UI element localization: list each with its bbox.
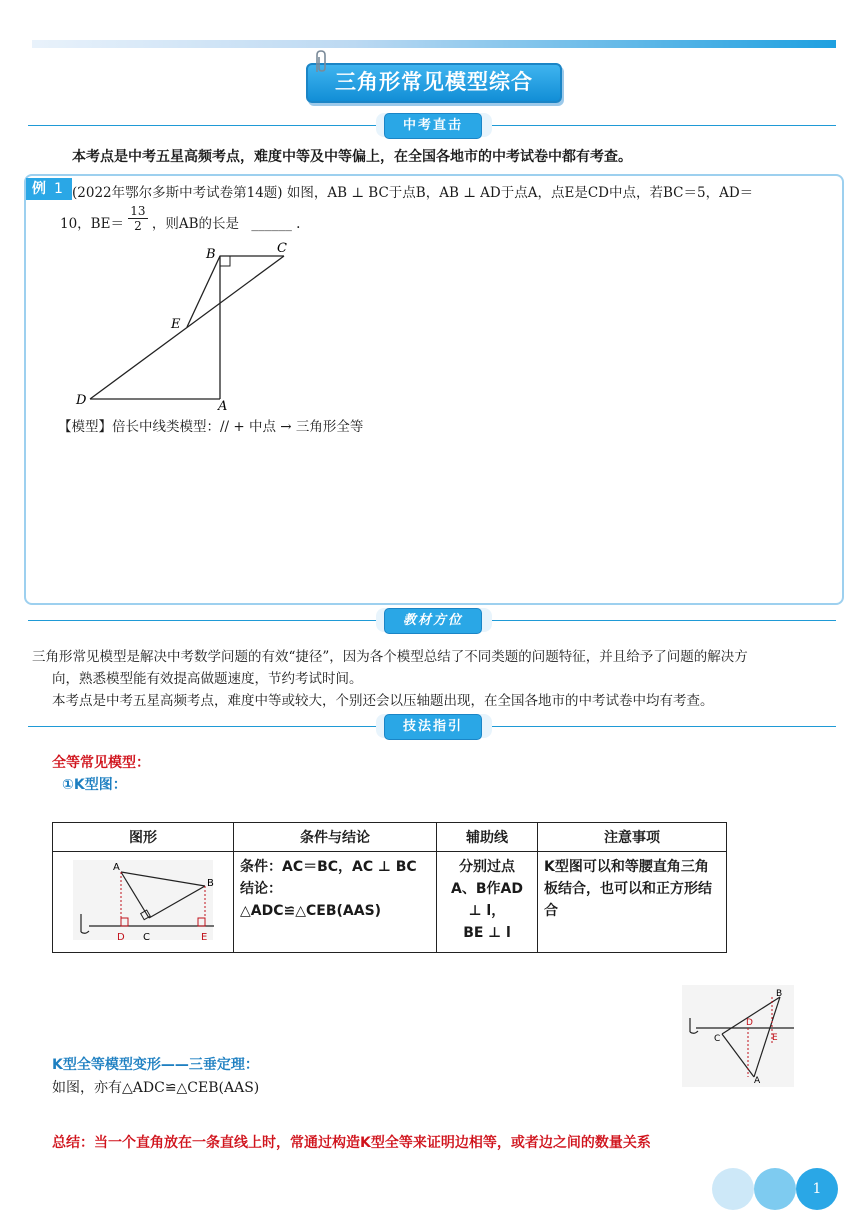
example-line2-post: ，则AB的长是 <box>151 216 240 232</box>
textbook-para1b: 向，熟悉模型能有效提高做题速度，节约考试时间。 <box>52 671 363 687</box>
label-B: B <box>206 247 216 262</box>
summary-text: 总结：当一个直角放在一条直线上时，常通过构造K型全等来证明边相等，或者边之间的数量关系 <box>52 1135 651 1151</box>
aux-line4: BE ⊥ l <box>463 925 511 941</box>
section-title-textbook: 教材方位 <box>384 608 482 634</box>
paperclip-icon <box>312 50 328 74</box>
th-notes: 注意事项 <box>538 823 727 852</box>
page-title: 三角形常见模型综合 <box>335 70 533 94</box>
section-line-right <box>490 620 836 621</box>
footer-circle-1 <box>712 1168 754 1210</box>
fig2-label-A: A <box>754 1076 761 1086</box>
k-heading: ①K型图： <box>62 777 127 793</box>
k-figure <box>59 856 219 944</box>
fig1-label-B: B <box>207 878 214 889</box>
aux-line1: 分别过点 <box>459 859 515 875</box>
label-E: E <box>171 317 181 332</box>
fraction-denominator: 2 <box>134 219 142 233</box>
aux-cell <box>437 852 538 953</box>
section-line-right <box>490 125 836 126</box>
label-D: D <box>76 393 87 408</box>
skills-heading: 全等常见模型： <box>52 755 150 771</box>
cond-line3: △ADC≌△CEB(AAS) <box>240 903 382 919</box>
fig1-label-D: D <box>117 932 125 943</box>
top-decor-bar <box>32 40 836 48</box>
fig2-label-C: C <box>714 1034 721 1044</box>
section-line-left <box>28 620 378 621</box>
th-figure: 图形 <box>53 823 234 852</box>
k-model-table <box>52 822 727 953</box>
label-A: A <box>218 399 228 414</box>
th-conditions: 条件与结论 <box>234 823 437 852</box>
table-header-row <box>53 823 727 852</box>
cond-line1: 条件：AC＝BC，AC ⊥ BC <box>240 859 417 875</box>
example-figure <box>60 236 320 414</box>
figure-cell <box>53 852 234 953</box>
footer-circle-2 <box>754 1168 796 1210</box>
fig1-label-E: E <box>201 932 208 943</box>
line-DC <box>90 256 284 399</box>
note-text: K型图可以和等腰直角三角板结合，也可以和正方形结合 <box>544 859 712 919</box>
example-line2-pre: 10，BE＝ <box>60 216 124 232</box>
fig1-label-A: A <box>113 862 120 873</box>
table-row <box>53 852 727 953</box>
right-angle-mark <box>220 256 230 266</box>
section-line-right <box>490 726 836 727</box>
page-number: 1 <box>796 1168 838 1210</box>
example-number: 1 <box>54 181 63 197</box>
intro-text: 本考点是中考五星高频考点，难度中等及中等偏上，在全国各地市的中考试卷中都有考查。 <box>72 149 632 165</box>
section-line-left <box>28 726 378 727</box>
notes-cell <box>538 852 727 953</box>
label-C: C <box>277 241 287 256</box>
cond-line2: 结论： <box>240 881 282 897</box>
answer-blank: ______ <box>251 216 292 232</box>
line-BE <box>187 256 220 327</box>
textbook-para1: 三角形常见模型是解决中考数学问题的有效“捷径”，因为各个模型总结了不同类题的问题特征，并且给予了问题的解决方 <box>32 649 748 665</box>
variant-figure <box>682 985 794 1087</box>
example-label: 例 <box>26 178 72 200</box>
fig2-label-E: E <box>772 1033 778 1043</box>
section-title-exam: 中考直击 <box>384 113 482 139</box>
aux-line2: A、B作AD <box>451 881 523 897</box>
fraction <box>128 204 147 233</box>
conditions-cell <box>234 852 437 953</box>
section-line-left <box>28 125 378 126</box>
variant-text: 如图，亦有△ADC≌△CEB(AAS) <box>52 1080 260 1096</box>
example-line2-end: . <box>296 216 301 232</box>
fig2-label-D: D <box>746 1018 753 1028</box>
fig1-label-C: C <box>143 932 150 943</box>
section-title-skills: 技法指引 <box>384 714 482 740</box>
example-line1: (2022年鄂尔多斯中考试卷第14题) 如图，AB ⊥ BC于点B，AB ⊥ AD于点A，点E是CD中点，若BC＝5，AD＝ <box>72 185 754 201</box>
th-aux: 辅助线 <box>437 823 538 852</box>
fig2-label-B: B <box>776 989 783 999</box>
variant-heading: K型全等模型变形——三垂定理： <box>52 1057 259 1073</box>
textbook-para2: 本考点是中考五星高频考点，难度中等或较大，个别还会以压轴题出现，在全国各地市的中考试卷中均有考查。 <box>52 693 714 709</box>
aux-line3: ⊥ l， <box>468 903 506 919</box>
model-text: 【模型】倍长中线类模型：// + 中点 → 三角形全等 <box>58 419 364 435</box>
fraction-numerator: 13 <box>130 204 146 218</box>
